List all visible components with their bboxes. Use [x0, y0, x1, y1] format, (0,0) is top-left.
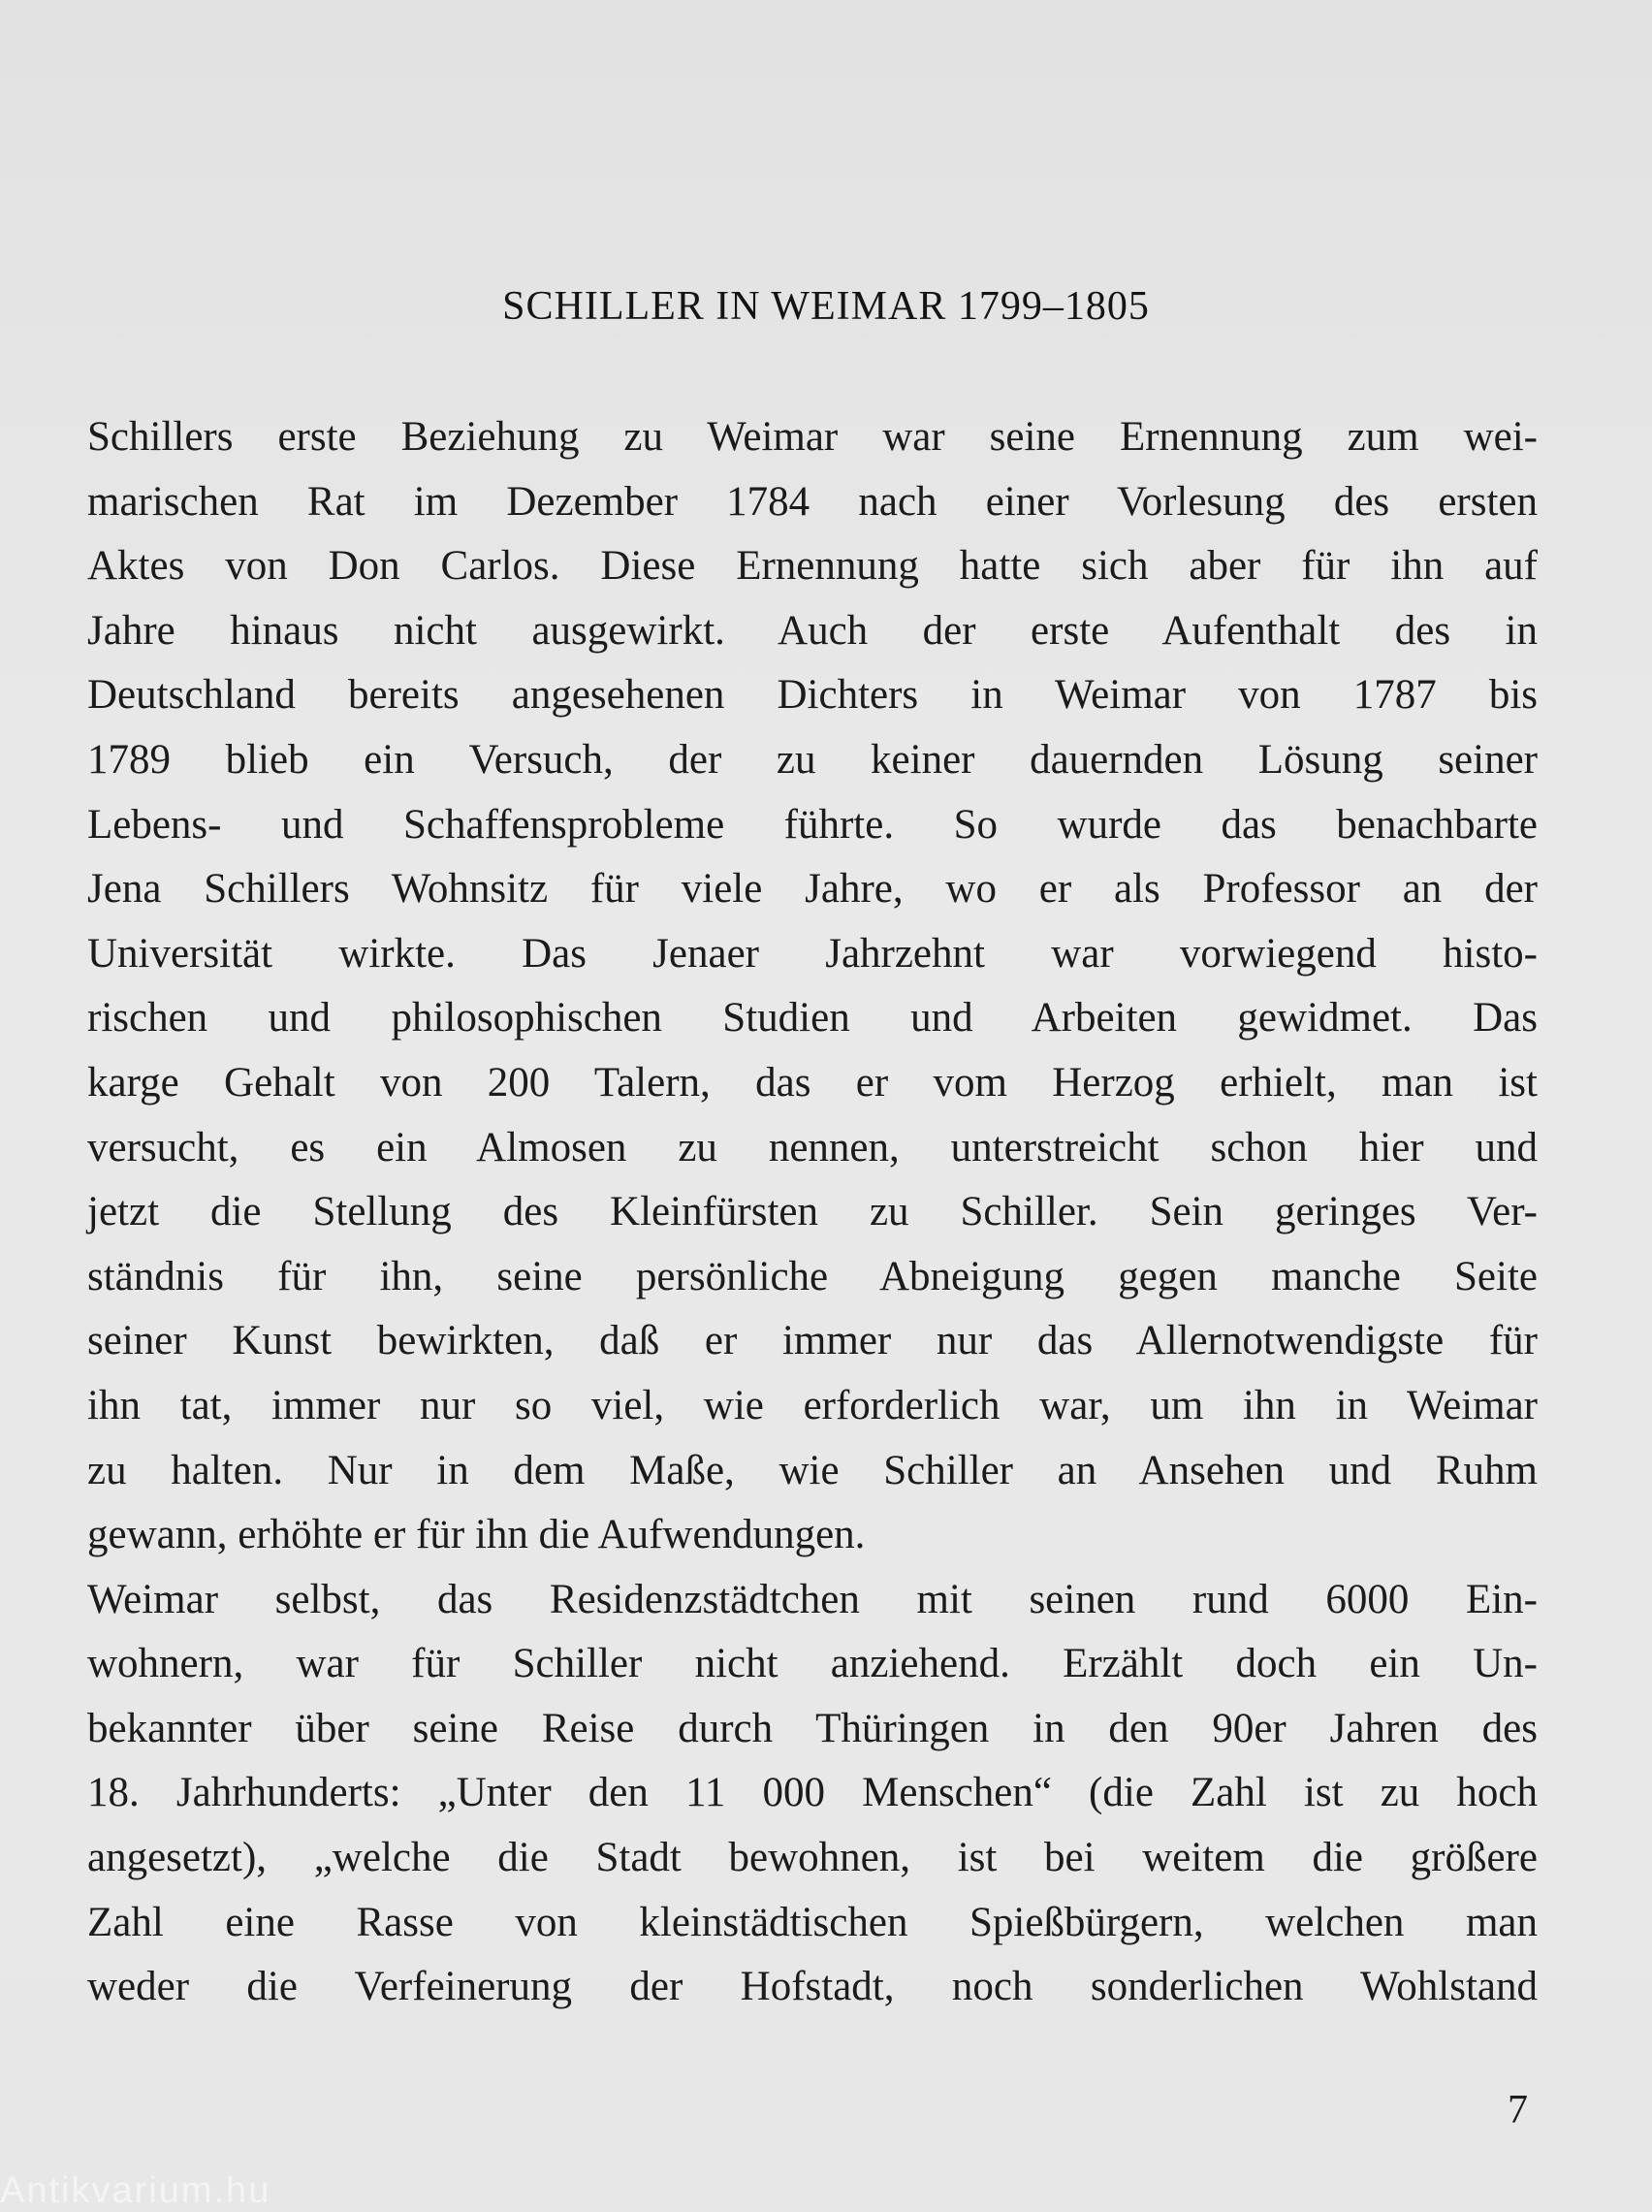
- text-line: gewann, erhöhte er für ihn die Aufwendungen.: [87, 1512, 866, 1558]
- text-line: ständnis für ihn, seine persönliche Abneigung gegen manche Seite: [87, 1253, 1538, 1299]
- page-number: 7: [1508, 2088, 1528, 2132]
- text-line: versucht, es ein Almosen zu nennen, unterstreicht schon hier und: [87, 1124, 1538, 1170]
- text-line: 18. Jahrhunderts: „Unter den 11 000 Menschen“ (die Zahl ist zu hoch: [87, 1770, 1538, 1816]
- body-text: [87, 405, 1538, 2020]
- text-line: rischen und philosophischen Studien und Arbeiten gewidmet. Das: [87, 995, 1538, 1042]
- text-line: Zahl eine Rasse von kleinstädtischen Spießbürgern, welchen man: [87, 1899, 1538, 1945]
- text-line: wohnern, war für Schiller nicht anziehend. Erzählt doch ein Un-: [87, 1641, 1538, 1687]
- text-line: bekannter über seine Reise durch Thüringen in den 90er Jahren des: [87, 1705, 1538, 1751]
- watermark: Antikvarium.hu: [0, 2170, 271, 2211]
- text-line: Jahre hinaus nicht ausgewirkt. Auch der erste Aufenthalt des in: [87, 607, 1538, 654]
- text-line: Aktes von Don Carlos. Diese Ernennung hatte sich aber für ihn auf: [87, 543, 1538, 590]
- text-line: 1789 blieb ein Versuch, der zu keiner dauernden Lösung seiner: [87, 736, 1538, 783]
- text-line: Weimar selbst, das Residenzstädtchen mit seinen rund 6000 Ein-: [87, 1576, 1538, 1622]
- text-line: Lebens- und Schaffensprobleme führte. So wurde das benachbarte: [87, 801, 1538, 848]
- text-line: zu halten. Nur in dem Maße, wie Schiller an Ansehen und Ruhm: [87, 1447, 1538, 1493]
- text-line: Universität wirkte. Das Jenaer Jahrzehnt war vorwiegend histo-: [87, 930, 1538, 977]
- text-line: seiner Kunst bewirkten, daß er immer nur das Allernotwendigste für: [87, 1318, 1538, 1364]
- page-title: SCHILLER IN WEIMAR 1799–1805: [502, 284, 1150, 329]
- text-line: marischen Rat im Dezember 1784 nach einer Vorlesung des ersten: [87, 478, 1538, 525]
- text-line: ihn tat, immer nur so viel, wie erforderlich war, um ihn in Weimar: [87, 1382, 1538, 1428]
- text-line: Jena Schillers Wohnsitz für viele Jahre, wo er als Professor an der: [87, 866, 1538, 913]
- text-line: karge Gehalt von 200 Talern, das er vom Herzog erhielt, man ist: [87, 1059, 1538, 1106]
- text-line: angesetzt), „welche die Stadt bewohnen, ist bei weitem die größere: [87, 1835, 1538, 1881]
- text-line: jetzt die Stellung des Kleinfürsten zu Schiller. Sein geringes Ver-: [87, 1189, 1538, 1235]
- text-line: Deutschland bereits angesehenen Dichters in Weimar von 1787 bis: [87, 672, 1538, 719]
- text-line: Schillers erste Beziehung zu Weimar war seine Ernennung zum wei-: [87, 414, 1538, 460]
- text-line: weder die Verfeinerung der Hofstadt, noch sonderlichen Wohlstand: [87, 1964, 1538, 2010]
